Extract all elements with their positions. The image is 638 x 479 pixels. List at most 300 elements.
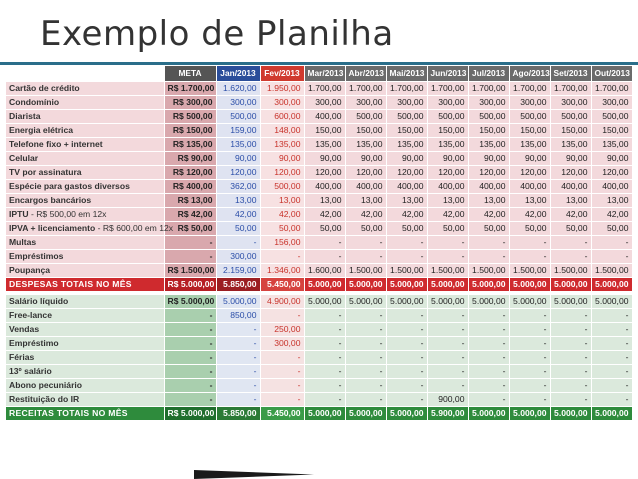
- cell-out-2013: 5.000,00: [591, 277, 632, 291]
- cell-mai-2013: -: [386, 378, 427, 392]
- row-label-text: Restituição do IR: [9, 393, 80, 404]
- cell-fev-2013: 250,00: [260, 322, 304, 336]
- cell-jan-2013: 5.850,00: [216, 277, 260, 291]
- cell-set-2013: -: [550, 392, 591, 406]
- row-label-note: - R$ 600,00 em 12x: [95, 222, 174, 233]
- cell-set-2013: 400,00: [550, 179, 591, 193]
- cell-ago-2013: -: [509, 378, 550, 392]
- cell-set-2013: 50,00: [550, 221, 591, 235]
- row-label: [6, 294, 164, 308]
- cell-mai-2013: 500,00: [386, 109, 427, 123]
- cell-jul-2013: 50,00: [468, 221, 509, 235]
- row-label: [6, 336, 164, 350]
- row-label-text: Encargos bancários: [9, 194, 92, 205]
- row-label: [6, 308, 164, 322]
- cell-mai-2013: 400,00: [386, 179, 427, 193]
- cell-ago-2013: -: [509, 350, 550, 364]
- cell-mai-2013: -: [386, 308, 427, 322]
- cell-mar-2013: -: [304, 364, 345, 378]
- cell-set-2013: -: [550, 336, 591, 350]
- cell-mar-2013: 135,00: [304, 137, 345, 151]
- cell-jan-2013: -: [216, 378, 260, 392]
- cell-fev-2013: 5.450,00: [260, 406, 304, 420]
- cell-ago-2013: 42,00: [509, 207, 550, 221]
- cell-jul-2013: 5.000,00: [468, 294, 509, 308]
- cell-out-2013: -: [591, 350, 632, 364]
- row-label-text: TV por assinatura: [9, 166, 82, 177]
- cell-ago-2013: -: [509, 364, 550, 378]
- cell-jan-2013: 5.000,00: [216, 294, 260, 308]
- row-label-text: Free-lance: [9, 309, 52, 320]
- cell-jun-2013: 42,00: [427, 207, 468, 221]
- column-header-jan-2013: Jan/2013: [216, 66, 260, 81]
- cell-fev-2013: -: [260, 308, 304, 322]
- row-label-text: 13º salário: [9, 365, 52, 376]
- cell-out-2013: 120,00: [591, 165, 632, 179]
- cell-fev-2013: 1.346,00: [260, 263, 304, 277]
- cell-ago-2013: -: [509, 392, 550, 406]
- cell-jul-2013: -: [468, 336, 509, 350]
- row-label-text: IPVA + licenciamento: [9, 222, 96, 233]
- row-label-text: Energia elétrica: [9, 124, 74, 135]
- cell-jul-2013: -: [468, 249, 509, 263]
- cell-fev-2013: 156,00: [260, 235, 304, 249]
- column-header-abr-2013: Abr/2013: [345, 66, 386, 81]
- cell-jul-2013: 90,00: [468, 151, 509, 165]
- expense-row: [6, 249, 632, 263]
- cell-jul-2013: -: [468, 378, 509, 392]
- cell-meta: R$ 13,00: [164, 193, 216, 207]
- cell-mar-2013: 400,00: [304, 109, 345, 123]
- cell-set-2013: -: [550, 378, 591, 392]
- row-label: [6, 179, 164, 193]
- cell-set-2013: 90,00: [550, 151, 591, 165]
- cell-jul-2013: -: [468, 350, 509, 364]
- cell-fev-2013: -: [260, 392, 304, 406]
- cell-abr-2013: -: [345, 308, 386, 322]
- cell-meta: R$ 135,00: [164, 137, 216, 151]
- cell-jan-2013: 120,00: [216, 165, 260, 179]
- cell-out-2013: -: [591, 336, 632, 350]
- expense-row: [6, 165, 632, 179]
- cell-jul-2013: 500,00: [468, 109, 509, 123]
- cell-abr-2013: 500,00: [345, 109, 386, 123]
- column-header-meta: META: [164, 66, 216, 81]
- row-label: [6, 109, 164, 123]
- cell-meta: R$ 1.500,00: [164, 263, 216, 277]
- cell-set-2013: 1.700,00: [550, 81, 591, 95]
- cell-jun-2013: -: [427, 249, 468, 263]
- row-label-text: Empréstimo: [9, 337, 59, 348]
- cell-set-2013: -: [550, 322, 591, 336]
- cell-jul-2013: -: [468, 392, 509, 406]
- cell-mai-2013: 50,00: [386, 221, 427, 235]
- expense-row: [6, 123, 632, 137]
- cell-set-2013: 1.500,00: [550, 263, 591, 277]
- row-label-text: Celular: [9, 152, 39, 163]
- row-label-text: RECEITAS TOTAIS NO MÊS: [9, 407, 128, 418]
- cell-fev-2013: 5.450,00: [260, 277, 304, 291]
- row-label-text: DESPESAS TOTAIS NO MÊS: [9, 278, 132, 289]
- cell-abr-2013: 5.000,00: [345, 294, 386, 308]
- cell-mar-2013: 13,00: [304, 193, 345, 207]
- cell-jan-2013: -: [216, 350, 260, 364]
- row-label-text: Condomínio: [9, 96, 60, 107]
- cell-fev-2013: -: [260, 249, 304, 263]
- cell-jun-2013: -: [427, 378, 468, 392]
- cell-ago-2013: -: [509, 249, 550, 263]
- row-label-text: Multas: [9, 236, 37, 247]
- cell-mar-2013: 1.600,00: [304, 263, 345, 277]
- row-label-text: Diarista: [9, 110, 41, 121]
- cell-jun-2013: 500,00: [427, 109, 468, 123]
- cell-set-2013: -: [550, 235, 591, 249]
- cell-jul-2013: 120,00: [468, 165, 509, 179]
- cell-jun-2013: -: [427, 308, 468, 322]
- cell-mar-2013: 5.000,00: [304, 406, 345, 420]
- column-header-mai-2013: Mai/2013: [386, 66, 427, 81]
- cell-mar-2013: 90,00: [304, 151, 345, 165]
- cell-out-2013: 135,00: [591, 137, 632, 151]
- cell-jan-2013: 500,00: [216, 109, 260, 123]
- row-label: [6, 392, 164, 406]
- cell-ago-2013: 300,00: [509, 95, 550, 109]
- cell-mai-2013: 5.000,00: [386, 406, 427, 420]
- column-header-set-2013: Set/2013: [550, 66, 591, 81]
- cell-jun-2013: 5.000,00: [427, 294, 468, 308]
- slide-title: Exemplo de Planilha: [40, 14, 394, 54]
- cell-jan-2013: -: [216, 392, 260, 406]
- expense-row: [6, 95, 632, 109]
- cell-jul-2013: 300,00: [468, 95, 509, 109]
- cell-jun-2013: 400,00: [427, 179, 468, 193]
- cell-abr-2013: 5.000,00: [345, 406, 386, 420]
- cell-jul-2013: 1.700,00: [468, 81, 509, 95]
- cell-meta: R$ 400,00: [164, 179, 216, 193]
- cell-ago-2013: -: [509, 322, 550, 336]
- expense-row: [6, 263, 632, 277]
- cell-set-2013: 150,00: [550, 123, 591, 137]
- cell-jul-2013: 400,00: [468, 179, 509, 193]
- cell-ago-2013: 150,00: [509, 123, 550, 137]
- cell-jan-2013: 90,00: [216, 151, 260, 165]
- cell-jul-2013: -: [468, 322, 509, 336]
- cell-mar-2013: 50,00: [304, 221, 345, 235]
- cell-mai-2013: -: [386, 249, 427, 263]
- cell-jan-2013: 159,00: [216, 123, 260, 137]
- cell-jul-2013: -: [468, 235, 509, 249]
- cell-mai-2013: 1.500,00: [386, 263, 427, 277]
- cell-meta: R$ 90,00: [164, 151, 216, 165]
- cell-jun-2013: 135,00: [427, 137, 468, 151]
- cell-meta: R$ 42,00: [164, 207, 216, 221]
- cell-set-2013: 5.000,00: [550, 406, 591, 420]
- cell-set-2013: -: [550, 364, 591, 378]
- cell-abr-2013: 42,00: [345, 207, 386, 221]
- row-label-text: Salário líquido: [9, 295, 69, 306]
- cell-jun-2013: 150,00: [427, 123, 468, 137]
- cell-jan-2013: 5.850,00: [216, 406, 260, 420]
- cell-out-2013: 400,00: [591, 179, 632, 193]
- cell-mai-2013: 42,00: [386, 207, 427, 221]
- cell-mar-2013: -: [304, 378, 345, 392]
- cell-ago-2013: 50,00: [509, 221, 550, 235]
- cell-ago-2013: 500,00: [509, 109, 550, 123]
- cell-mai-2013: 150,00: [386, 123, 427, 137]
- row-label-text: Empréstimos: [9, 250, 64, 261]
- cell-mar-2013: -: [304, 322, 345, 336]
- column-header-jun-2013: Jun/2013: [427, 66, 468, 81]
- cell-out-2013: 1.500,00: [591, 263, 632, 277]
- cell-ago-2013: 135,00: [509, 137, 550, 151]
- expense-row: [6, 151, 632, 165]
- cell-meta: R$ 5.000,00: [164, 277, 216, 291]
- cell-mai-2013: 5.000,00: [386, 277, 427, 291]
- income-row: [6, 336, 632, 350]
- cell-jun-2013: 5.000,00: [427, 277, 468, 291]
- row-label: [6, 221, 174, 235]
- column-header-out-2013: Out/2013: [591, 66, 632, 81]
- cell-jun-2013: -: [427, 322, 468, 336]
- cell-out-2013: 300,00: [591, 95, 632, 109]
- cell-ago-2013: 90,00: [509, 151, 550, 165]
- income-row: [6, 350, 632, 364]
- cell-mai-2013: 120,00: [386, 165, 427, 179]
- row-label: [6, 322, 164, 336]
- cell-fev-2013: 135,00: [260, 137, 304, 151]
- cell-out-2013: 5.000,00: [591, 294, 632, 308]
- row-label-text: Poupança: [9, 264, 51, 275]
- cell-mai-2013: -: [386, 350, 427, 364]
- cell-meta: -: [164, 308, 216, 322]
- header-row: [6, 66, 632, 81]
- cell-fev-2013: 90,00: [260, 151, 304, 165]
- cell-ago-2013: -: [509, 308, 550, 322]
- cell-jan-2013: 362,00: [216, 179, 260, 193]
- cell-meta: R$ 120,00: [164, 165, 216, 179]
- income-row: [6, 392, 632, 406]
- cell-jul-2013: 1.500,00: [468, 263, 509, 277]
- cell-out-2013: -: [591, 308, 632, 322]
- cell-abr-2013: -: [345, 235, 386, 249]
- cell-set-2013: -: [550, 350, 591, 364]
- cell-mai-2013: 300,00: [386, 95, 427, 109]
- cell-fev-2013: 4.900,00: [260, 294, 304, 308]
- cell-meta: R$ 150,00: [164, 123, 216, 137]
- cell-fev-2013: 148,00: [260, 123, 304, 137]
- cell-mar-2013: -: [304, 235, 345, 249]
- row-label: [6, 378, 164, 392]
- expense-row: [6, 81, 632, 95]
- cell-ago-2013: 400,00: [509, 179, 550, 193]
- cell-ago-2013: 5.000,00: [509, 294, 550, 308]
- row-label-text: Vendas: [9, 323, 40, 334]
- cell-fev-2013: 13,00: [260, 193, 304, 207]
- income-row: [6, 364, 632, 378]
- cell-mai-2013: -: [386, 392, 427, 406]
- cell-meta: -: [164, 336, 216, 350]
- cell-set-2013: 42,00: [550, 207, 591, 221]
- cell-set-2013: 120,00: [550, 165, 591, 179]
- cell-abr-2013: 1.500,00: [345, 263, 386, 277]
- cell-mai-2013: -: [386, 364, 427, 378]
- cell-mai-2013: -: [386, 235, 427, 249]
- cell-meta: -: [164, 322, 216, 336]
- row-label-text: Cartão de crédito: [9, 82, 80, 93]
- cell-abr-2013: 1.700,00: [345, 81, 386, 95]
- column-header-jul-2013: Jul/2013: [468, 66, 509, 81]
- cell-jan-2013: 2.159,00: [216, 263, 260, 277]
- cell-fev-2013: 600,00: [260, 109, 304, 123]
- row-label: [6, 151, 164, 165]
- cell-set-2013: -: [550, 308, 591, 322]
- budget-spreadsheet: [6, 66, 633, 421]
- expense-row: [6, 179, 632, 193]
- cell-meta: -: [164, 392, 216, 406]
- cell-abr-2013: -: [345, 364, 386, 378]
- cell-mar-2013: 5.000,00: [304, 294, 345, 308]
- cell-mai-2013: -: [386, 322, 427, 336]
- slide-arrow-icon: [194, 470, 314, 479]
- row-label: [6, 193, 164, 207]
- cell-out-2013: 13,00: [591, 193, 632, 207]
- cell-meta: -: [164, 249, 216, 263]
- cell-abr-2013: 5.000,00: [345, 277, 386, 291]
- cell-abr-2013: 13,00: [345, 193, 386, 207]
- cell-abr-2013: -: [345, 350, 386, 364]
- cell-set-2013: 300,00: [550, 95, 591, 109]
- cell-mai-2013: 90,00: [386, 151, 427, 165]
- cell-out-2013: 42,00: [591, 207, 632, 221]
- cell-out-2013: -: [591, 392, 632, 406]
- cell-mar-2013: 5.000,00: [304, 277, 345, 291]
- cell-mar-2013: -: [304, 336, 345, 350]
- cell-out-2013: -: [591, 322, 632, 336]
- cell-abr-2013: 90,00: [345, 151, 386, 165]
- cell-jan-2013: 135,00: [216, 137, 260, 151]
- cell-jun-2013: 120,00: [427, 165, 468, 179]
- cell-jan-2013: -: [216, 336, 260, 350]
- income-row: [6, 294, 632, 308]
- cell-out-2013: -: [591, 235, 632, 249]
- cell-mar-2013: -: [304, 249, 345, 263]
- income-row: [6, 322, 632, 336]
- cell-mar-2013: -: [304, 308, 345, 322]
- cell-set-2013: -: [550, 249, 591, 263]
- cell-ago-2013: 5.000,00: [509, 406, 550, 420]
- cell-fev-2013: -: [260, 364, 304, 378]
- cell-jul-2013: 42,00: [468, 207, 509, 221]
- cell-mai-2013: 5.000,00: [386, 294, 427, 308]
- row-label: [6, 406, 164, 420]
- cell-meta: R$ 5.000,00: [164, 294, 216, 308]
- row-label: [6, 137, 164, 151]
- cell-mar-2013: 120,00: [304, 165, 345, 179]
- cell-jun-2013: 900,00: [427, 392, 468, 406]
- cell-jun-2013: -: [427, 364, 468, 378]
- cell-abr-2013: 400,00: [345, 179, 386, 193]
- cell-set-2013: 5.000,00: [550, 277, 591, 291]
- expense-row: [6, 137, 632, 151]
- expense-row: [6, 109, 632, 123]
- cell-jun-2013: 1.700,00: [427, 81, 468, 95]
- cell-meta: R$ 50,00: [164, 221, 216, 235]
- cell-ago-2013: 1.500,00: [509, 263, 550, 277]
- cell-jun-2013: -: [427, 235, 468, 249]
- cell-jun-2013: 90,00: [427, 151, 468, 165]
- cell-out-2013: -: [591, 364, 632, 378]
- cell-mar-2013: 300,00: [304, 95, 345, 109]
- cell-out-2013: -: [591, 249, 632, 263]
- cell-abr-2013: -: [345, 392, 386, 406]
- cell-out-2013: 90,00: [591, 151, 632, 165]
- cell-jan-2013: 300,00: [216, 249, 260, 263]
- cell-jan-2013: -: [216, 322, 260, 336]
- cell-fev-2013: 42,00: [260, 207, 304, 221]
- cell-set-2013: 500,00: [550, 109, 591, 123]
- cell-fev-2013: 120,00: [260, 165, 304, 179]
- row-label: [6, 364, 164, 378]
- cell-out-2013: 50,00: [591, 221, 632, 235]
- row-label: [6, 123, 164, 137]
- cell-jun-2013: 300,00: [427, 95, 468, 109]
- cell-abr-2013: 300,00: [345, 95, 386, 109]
- expense-row: [6, 207, 632, 221]
- cell-ago-2013: 1.700,00: [509, 81, 550, 95]
- cell-meta: R$ 1.700,00: [164, 81, 216, 95]
- cell-jul-2013: -: [468, 308, 509, 322]
- cell-out-2013: 150,00: [591, 123, 632, 137]
- cell-abr-2013: -: [345, 378, 386, 392]
- cell-abr-2013: 150,00: [345, 123, 386, 137]
- cell-ago-2013: 13,00: [509, 193, 550, 207]
- row-label-text: Espécie para gastos diversos: [9, 180, 130, 191]
- cell-fev-2013: 1.950,00: [260, 81, 304, 95]
- cell-fev-2013: -: [260, 350, 304, 364]
- row-label: [6, 81, 164, 95]
- cell-meta: -: [164, 364, 216, 378]
- cell-abr-2013: -: [345, 249, 386, 263]
- row-label: [6, 350, 164, 364]
- row-label: [6, 235, 164, 249]
- cell-jan-2013: -: [216, 364, 260, 378]
- header-corner: [6, 66, 164, 81]
- cell-jul-2013: -: [468, 364, 509, 378]
- row-label: [6, 263, 164, 277]
- cell-mar-2013: -: [304, 392, 345, 406]
- cell-ago-2013: -: [509, 235, 550, 249]
- cell-jun-2013: -: [427, 336, 468, 350]
- expense-total-row: [6, 277, 632, 291]
- cell-mai-2013: 13,00: [386, 193, 427, 207]
- cell-jan-2013: 1.620,00: [216, 81, 260, 95]
- cell-jun-2013: 50,00: [427, 221, 468, 235]
- column-header-fev-2013: Fev/2013: [260, 66, 304, 81]
- cell-meta: -: [164, 378, 216, 392]
- cell-set-2013: 135,00: [550, 137, 591, 151]
- title-divider: [0, 62, 638, 65]
- cell-fev-2013: 300,00: [260, 336, 304, 350]
- cell-jun-2013: 13,00: [427, 193, 468, 207]
- cell-mar-2013: 42,00: [304, 207, 345, 221]
- cell-meta: R$ 300,00: [164, 95, 216, 109]
- cell-mai-2013: -: [386, 336, 427, 350]
- cell-ago-2013: 120,00: [509, 165, 550, 179]
- row-label-text: Abono pecuniário: [9, 379, 83, 390]
- cell-jul-2013: 5.000,00: [468, 277, 509, 291]
- cell-jan-2013: 13,00: [216, 193, 260, 207]
- row-label: [6, 207, 164, 221]
